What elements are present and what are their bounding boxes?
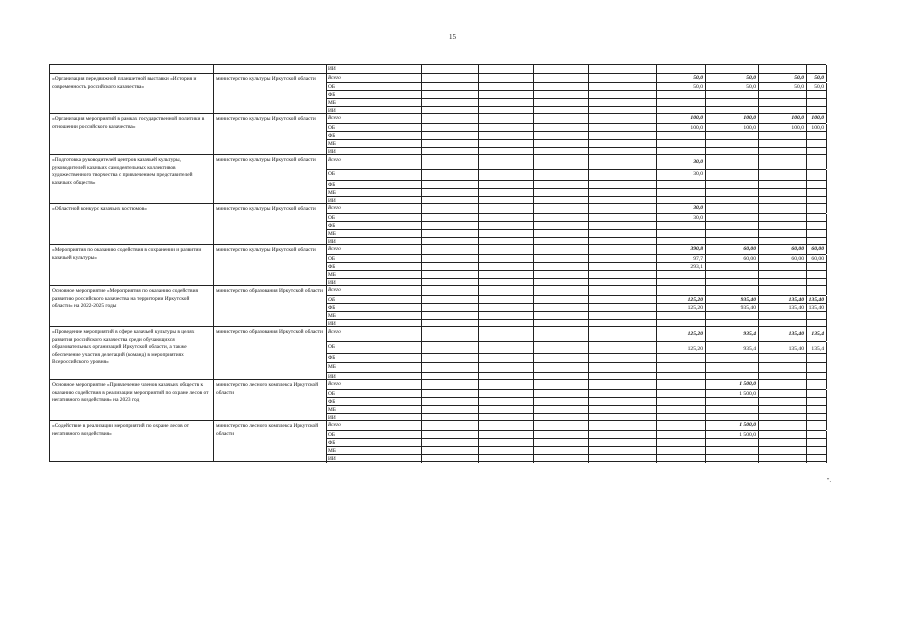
funding-value: 390,8 <box>690 246 703 252</box>
funding-source-label: МБ <box>328 407 336 413</box>
funding-value: 50,0 <box>693 75 703 81</box>
funding-value: 935,40 <box>740 305 756 311</box>
funding-source-label: Всего <box>328 75 341 81</box>
funding-value: 125,20 <box>687 297 703 303</box>
funding-value: 60,00 <box>791 246 804 252</box>
funding-value: 135,40 <box>808 305 824 311</box>
funding-value: 50,0 <box>814 84 824 90</box>
column-divider <box>326 204 327 213</box>
column-divider <box>806 204 807 213</box>
funding-value: 50,0 <box>746 84 756 90</box>
responsible-org-cell <box>213 286 326 327</box>
column-divider <box>826 189 827 197</box>
funding-row <box>326 421 826 430</box>
column-divider <box>826 312 827 320</box>
column-divider <box>826 398 827 406</box>
funding-value: 50,0 <box>693 84 703 90</box>
table-block <box>49 420 826 462</box>
responsible-org: министерство лесного комплекса Иркутской области <box>216 382 319 396</box>
funding-source-label: ОБ <box>328 297 336 303</box>
measure-name: Основное мероприятие «Мероприятия по оказанию содействия развитию российского казачества на территории Иркутской области» на 2022-2025 годы <box>52 288 198 310</box>
funding-source-label: ОБ <box>328 125 335 131</box>
responsible-org-cell <box>213 204 326 245</box>
measure-name: «Областной конкурс казачьих костюмов» <box>52 206 147 212</box>
funding-value: 100,0 <box>811 115 824 121</box>
column-divider <box>533 204 534 213</box>
funding-value: 1 500,0 <box>739 422 756 428</box>
funding-value: 935,40 <box>740 297 756 303</box>
funding-value: 125,20 <box>687 346 703 352</box>
measure-name: «Проведение мероприятий в сфере казачьей культуры в целях развития российского казачества среди обучающихся образовательных организаций Иркутской области, а также обеспечение участия делегаций (команд) в мероприятиях Всероссийского уровня» <box>52 329 195 366</box>
funding-row <box>326 286 826 295</box>
responsible-org-cell <box>213 74 326 114</box>
funding-value: 135,40 <box>788 305 804 311</box>
funding-value: 100,0 <box>690 115 703 121</box>
column-divider <box>588 155 589 169</box>
funding-value: 135,4 <box>811 331 824 337</box>
column-divider <box>656 380 657 389</box>
table-block <box>49 244 826 286</box>
funding-source-label: Всего <box>328 115 341 121</box>
measure-name: «Содействие в реализации мероприятий по охране лесов от негативного воздействия» <box>52 423 190 437</box>
column-divider <box>826 132 827 140</box>
funding-source-label: ИИ <box>328 415 336 421</box>
column-divider <box>421 204 422 213</box>
funding-value: 50,0 <box>794 84 804 90</box>
column-divider <box>826 363 827 373</box>
column-divider <box>826 99 827 107</box>
table-block <box>49 379 826 421</box>
measure-name-cell <box>49 204 213 245</box>
funding-source-label: Всего <box>328 157 341 163</box>
responsible-org <box>214 65 326 67</box>
funding-value: 60,00 <box>791 256 804 262</box>
funding-source-label: ФБ <box>328 440 336 446</box>
funding-row <box>326 155 826 169</box>
funding-source-label: Всего <box>328 381 341 387</box>
column-divider <box>478 155 479 169</box>
column-divider <box>826 390 827 398</box>
measure-name: «Мероприятия по оказанию содействия в сохранении и развитии казачьей культуры» <box>52 247 202 261</box>
funding-source-label: МБ <box>328 364 336 370</box>
funding-value: 293,1 <box>690 264 703 270</box>
funding-source-label: ОБ <box>328 84 335 90</box>
table-block <box>49 113 826 155</box>
column-divider <box>826 65 827 74</box>
column-divider <box>826 114 827 123</box>
column-divider <box>588 114 589 123</box>
column-divider <box>478 380 479 389</box>
column-divider <box>533 380 534 389</box>
measure-name-cell <box>49 380 213 421</box>
funding-value: 1 500,0 <box>739 391 756 397</box>
responsible-org: министерство образования Иркутской области <box>216 329 323 335</box>
column-divider <box>421 245 422 254</box>
funding-value: 100,0 <box>791 125 804 131</box>
funding-value: 125,20 <box>687 305 703 311</box>
funding-value: 50,0 <box>746 75 756 81</box>
funding-source-label: ФБ <box>328 305 336 311</box>
column-divider <box>826 245 827 254</box>
column-divider <box>326 155 327 169</box>
funding-value: 60,00 <box>743 256 756 262</box>
funding-source-label: ОБ <box>328 344 335 350</box>
column-divider <box>826 455 827 463</box>
column-divider <box>478 286 479 295</box>
table-block <box>49 285 826 327</box>
funding-row <box>326 114 826 123</box>
table-block <box>49 203 826 245</box>
responsible-org-cell <box>213 245 326 286</box>
column-divider <box>326 421 327 430</box>
funding-row <box>326 245 826 254</box>
measure-name: «Организация передвижной планшетной выставки «История и современность российского казачества» <box>52 76 197 90</box>
column-divider <box>478 114 479 123</box>
column-divider <box>478 74 479 82</box>
funding-row <box>326 327 826 341</box>
column-divider <box>588 327 589 341</box>
responsible-org-cell <box>213 155 326 204</box>
column-divider <box>826 431 827 439</box>
column-divider <box>826 181 827 189</box>
funding-value: 100,0 <box>811 125 824 131</box>
measure-name-cell <box>49 245 213 286</box>
funding-source-label: Всего <box>328 205 341 211</box>
measure-name: «Подготовка руководителей центров казачьей культуры, руководителей казачьих самодеятельных коллективов художественного творчества с привлечением представителей казачьих обществ» <box>52 157 193 186</box>
measure-name-cell <box>49 114 213 155</box>
funding-source-label: ИИ <box>328 321 336 327</box>
column-divider <box>478 245 479 254</box>
column-divider <box>326 74 327 82</box>
funding-source-label: МБ <box>328 231 336 237</box>
funding-source-label: МБ <box>328 448 336 454</box>
funding-source-label: ФБ <box>328 182 336 188</box>
column-divider <box>826 263 827 271</box>
funding-value: 100,0 <box>690 125 703 131</box>
measure-name-cell <box>49 74 213 114</box>
funding-value: 135,40 <box>808 297 824 303</box>
funding-source-label: ОБ <box>328 171 335 177</box>
column-divider <box>656 421 657 430</box>
funding-row <box>326 74 826 82</box>
column-divider <box>533 286 534 295</box>
column-divider <box>705 286 706 295</box>
funding-source-label: ИИ <box>328 374 336 380</box>
responsible-org: министерство лесного комплекса Иркутской области <box>216 423 319 437</box>
column-divider <box>421 421 422 430</box>
page-number: 15 <box>449 33 456 41</box>
table-block <box>49 73 826 114</box>
column-divider <box>826 222 827 230</box>
column-divider <box>826 447 827 455</box>
responsible-org-cell <box>213 380 326 421</box>
column-divider <box>826 271 827 279</box>
funding-value: 60,00 <box>811 256 824 262</box>
column-divider <box>588 380 589 389</box>
column-divider <box>826 214 827 222</box>
column-divider <box>656 286 657 295</box>
column-divider <box>826 91 827 99</box>
column-divider <box>826 230 827 238</box>
measure-name-cell <box>49 286 213 327</box>
column-divider <box>826 421 827 430</box>
column-divider <box>826 327 827 341</box>
column-divider <box>326 286 327 295</box>
column-divider <box>326 114 327 123</box>
column-divider <box>421 74 422 82</box>
funding-value: 30,0 <box>693 159 703 165</box>
funding-source-label: Всего <box>328 287 341 293</box>
column-divider <box>705 204 706 213</box>
column-divider <box>826 83 827 91</box>
column-divider <box>533 74 534 82</box>
column-divider <box>826 204 827 213</box>
measure-name: Основное мероприятие «Привлечение членов казачьих обществ к оказанию содействия в реализации мероприятий по охране лесов от негативного воздействия» на 2023 год <box>52 382 209 404</box>
funding-source-label: ИИ <box>328 66 336 72</box>
column-divider <box>326 245 327 254</box>
column-divider <box>826 140 827 148</box>
column-divider <box>806 286 807 295</box>
column-divider <box>588 421 589 430</box>
column-divider <box>826 74 827 82</box>
closing-quote-mark: ". <box>827 478 831 484</box>
funding-source-label: МБ <box>328 141 336 147</box>
funding-source-label: Всего <box>328 422 341 428</box>
funding-source-label: ФБ <box>328 355 336 361</box>
measure-name <box>50 65 213 67</box>
funding-value: 97,7 <box>693 256 703 262</box>
column-divider <box>533 114 534 123</box>
column-divider <box>533 327 534 341</box>
responsible-org: министерство культуры Иркутской области <box>216 116 316 122</box>
column-divider <box>826 406 827 414</box>
funding-source-label: ИИ <box>328 456 336 462</box>
funding-source-label: ОБ <box>328 256 335 262</box>
funding-source-label: МБ <box>328 272 336 278</box>
column-divider <box>758 204 759 213</box>
funding-value: 125,20 <box>687 331 703 337</box>
funding-source-label: МБ <box>328 100 336 106</box>
funding-source-label: МБ <box>328 313 336 319</box>
column-divider <box>533 421 534 430</box>
responsible-org: министерство культуры Иркутской области <box>216 157 316 163</box>
column-divider <box>478 327 479 341</box>
funding-value: 135,4 <box>811 346 824 352</box>
responsible-org-cell <box>213 421 326 462</box>
responsible-org: министерство культуры Иркутской области <box>216 247 316 253</box>
funding-source-label: ИИ <box>328 280 336 286</box>
funding-value: 100,0 <box>743 115 756 121</box>
column-divider <box>826 255 827 263</box>
table-block <box>49 154 826 204</box>
measure-name-cell <box>49 421 213 462</box>
responsible-org-cell <box>213 327 326 380</box>
measure-name: «Организация мероприятий в рамках государственной политики в отношении российского казачества» <box>52 116 205 130</box>
column-divider <box>806 155 807 169</box>
column-divider <box>705 155 706 169</box>
column-divider <box>826 124 827 132</box>
funding-value: 30,0 <box>693 171 703 177</box>
funding-value: 100,0 <box>743 125 756 131</box>
column-divider <box>758 155 759 169</box>
column-divider <box>806 421 807 430</box>
column-divider <box>588 204 589 213</box>
column-divider <box>826 380 827 389</box>
column-divider <box>826 286 827 295</box>
column-divider <box>806 380 807 389</box>
funding-source-label: Всего <box>328 329 341 335</box>
funding-value: 100,0 <box>791 115 804 121</box>
funding-source-label: ИИ <box>328 108 336 114</box>
table-bottom-border <box>49 461 826 462</box>
column-divider <box>826 170 827 181</box>
column-divider <box>826 296 827 304</box>
responsible-org: министерство культуры Иркутской области <box>216 206 316 212</box>
column-divider <box>826 155 827 169</box>
column-divider <box>478 204 479 213</box>
funding-source-label: ИИ <box>328 198 336 204</box>
column-divider <box>421 327 422 341</box>
column-divider <box>421 286 422 295</box>
column-divider <box>533 245 534 254</box>
funding-source-label: ИИ <box>328 239 336 245</box>
funding-value: 60,00 <box>811 246 824 252</box>
column-divider <box>533 155 534 169</box>
funding-value: 1 500,0 <box>739 432 756 438</box>
column-divider <box>421 155 422 169</box>
funding-value: 135,40 <box>788 346 804 352</box>
funding-source-label: ФБ <box>328 264 336 270</box>
funding-source-label: ФБ <box>328 133 336 139</box>
column-divider <box>826 342 827 354</box>
column-divider <box>326 327 327 341</box>
funding-source-label: ОБ <box>328 391 335 397</box>
funding-value: 935,4 <box>743 346 756 352</box>
funding-row <box>326 380 826 389</box>
measure-name-cell <box>49 155 213 204</box>
funding-source-label: ОБ <box>328 432 335 438</box>
budget-table <box>49 64 826 484</box>
measure-name-cell <box>49 327 213 380</box>
funding-value: 60,00 <box>743 246 756 252</box>
funding-source-label: ФБ <box>328 92 336 98</box>
funding-value: 135,40 <box>788 297 804 303</box>
table-block <box>49 326 826 380</box>
responsible-org: министерство образования Иркутской области <box>216 288 323 294</box>
column-divider <box>826 439 827 447</box>
funding-source-label: МБ <box>328 190 336 196</box>
funding-source-label: ФБ <box>328 223 336 229</box>
funding-row <box>326 204 826 213</box>
responsible-org-cell <box>213 114 326 155</box>
funding-source-label: ОБ <box>328 215 335 221</box>
funding-value: 30,0 <box>693 205 703 211</box>
funding-source-label: ФБ <box>328 399 336 405</box>
column-divider <box>421 380 422 389</box>
responsible-org: министерство культуры Иркутской области <box>216 76 316 82</box>
funding-value: 50,0 <box>794 75 804 81</box>
funding-value: 50,0 <box>814 75 824 81</box>
column-divider <box>758 380 759 389</box>
funding-source-label: ИИ <box>328 149 336 155</box>
column-divider <box>326 380 327 389</box>
column-divider <box>588 245 589 254</box>
column-divider <box>826 304 827 312</box>
column-divider <box>588 74 589 82</box>
column-divider <box>421 114 422 123</box>
column-divider <box>588 286 589 295</box>
funding-source-label: Всего <box>328 246 341 252</box>
funding-value: 30,0 <box>693 215 703 221</box>
funding-value: 1 500,0 <box>739 381 756 387</box>
column-divider <box>758 286 759 295</box>
column-divider <box>826 354 827 363</box>
column-divider <box>478 421 479 430</box>
column-divider <box>758 421 759 430</box>
funding-value: 135,40 <box>788 331 804 337</box>
funding-value: 935,4 <box>743 331 756 337</box>
